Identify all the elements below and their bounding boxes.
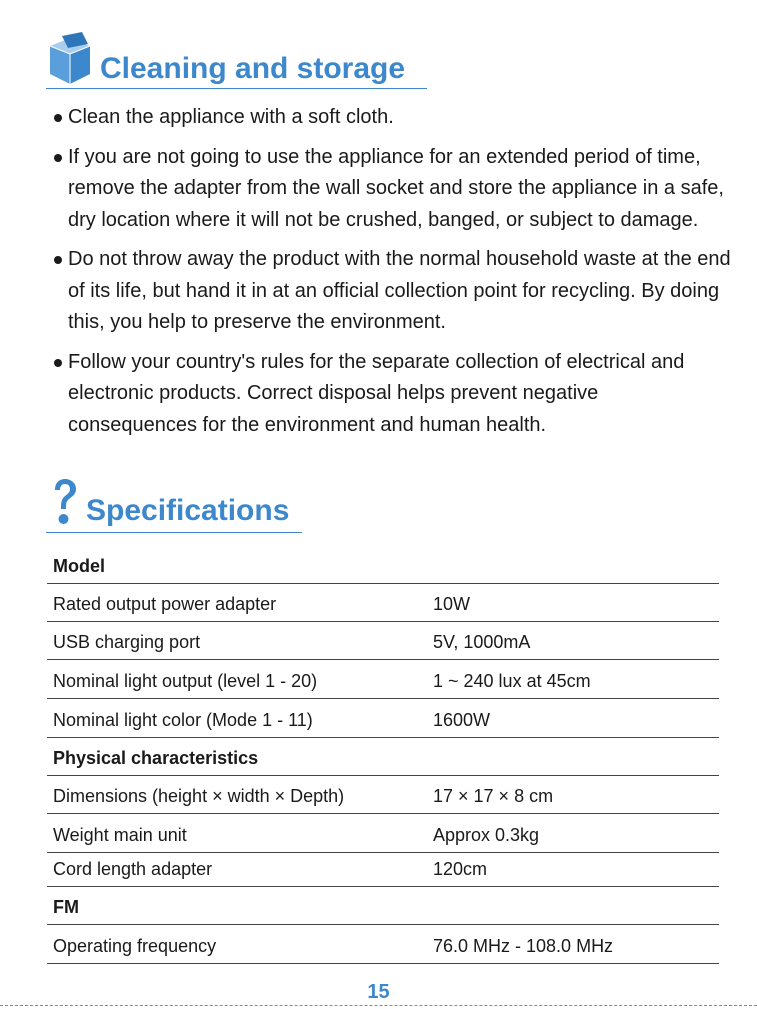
table-row — [47, 622, 719, 660]
table-row — [47, 660, 719, 699]
spec-label: Nominal light output (level 1 - 20) — [53, 671, 318, 691]
spec-value: 120cm — [433, 859, 488, 879]
table-row — [47, 925, 719, 964]
spec-value: 5V, 1000mA — [433, 632, 531, 652]
spec-label: USB charging port — [53, 632, 201, 652]
spec-label: FM — [53, 897, 79, 917]
spec-value: 1 ~ 240 lux at 45cm — [433, 671, 591, 691]
specifications-table — [47, 548, 719, 964]
footer-divider — [0, 1005, 757, 1006]
cleaning-list — [32, 102, 732, 449]
spec-label: Nominal light color (Mode 1 - 11) — [53, 710, 313, 730]
page-number: 15 — [367, 981, 390, 1003]
list-item: Do not throw away the product with the normal household waste at the end of its life, but hand it in at an official collection point for recycling. By doing this, you help to preserve the environment. — [32, 244, 732, 339]
spec-value: 10W — [433, 594, 471, 614]
table-row — [47, 699, 719, 738]
list-item: If you are not going to use the appliance for an extended period of time, remove the adapter from the wall socket and store the appliance in a safe, dry location where it will not be crushed, banged, or subject to damage. — [32, 142, 732, 237]
spec-label: Operating frequency — [53, 936, 217, 956]
cleaning-heading — [48, 32, 405, 86]
list-item: Follow your country's rules for the separate collection of electrical and electronic products. Correct disposal helps prevent negative consequences for the environment and human health. — [32, 347, 732, 442]
spec-label: Weight main unit — [53, 825, 187, 845]
spec-value: 1600W — [433, 710, 491, 730]
spec-value: Approx 0.3kg — [433, 825, 540, 845]
table-row — [47, 548, 719, 584]
table-row — [47, 853, 719, 887]
table-row — [47, 738, 719, 776]
box-icon — [48, 32, 92, 86]
specifications-heading-rule — [46, 532, 302, 533]
page-title: Cleaning and storage — [100, 52, 406, 85]
table-row — [47, 887, 719, 925]
cleaning-heading-rule — [46, 88, 427, 89]
table-row — [47, 814, 719, 853]
question-mark-icon — [52, 478, 78, 528]
spec-label: Physical characteristics — [53, 748, 259, 768]
section-title-specifications: Specifications — [86, 494, 290, 527]
specifications-heading — [52, 478, 289, 528]
list-item: Clean the appliance with a soft cloth. — [32, 102, 732, 134]
spec-label: Cord length adapter — [53, 859, 213, 879]
spec-label: Model — [53, 556, 105, 576]
spec-value: 76.0 MHz - 108.0 MHz — [433, 936, 614, 956]
table-row — [47, 776, 719, 814]
spec-label: Rated output power adapter — [53, 594, 277, 614]
table-row — [47, 584, 719, 622]
spec-value: 17 × 17 × 8 cm — [433, 786, 554, 806]
spec-label: Dimensions (height × width × Depth) — [53, 786, 345, 806]
